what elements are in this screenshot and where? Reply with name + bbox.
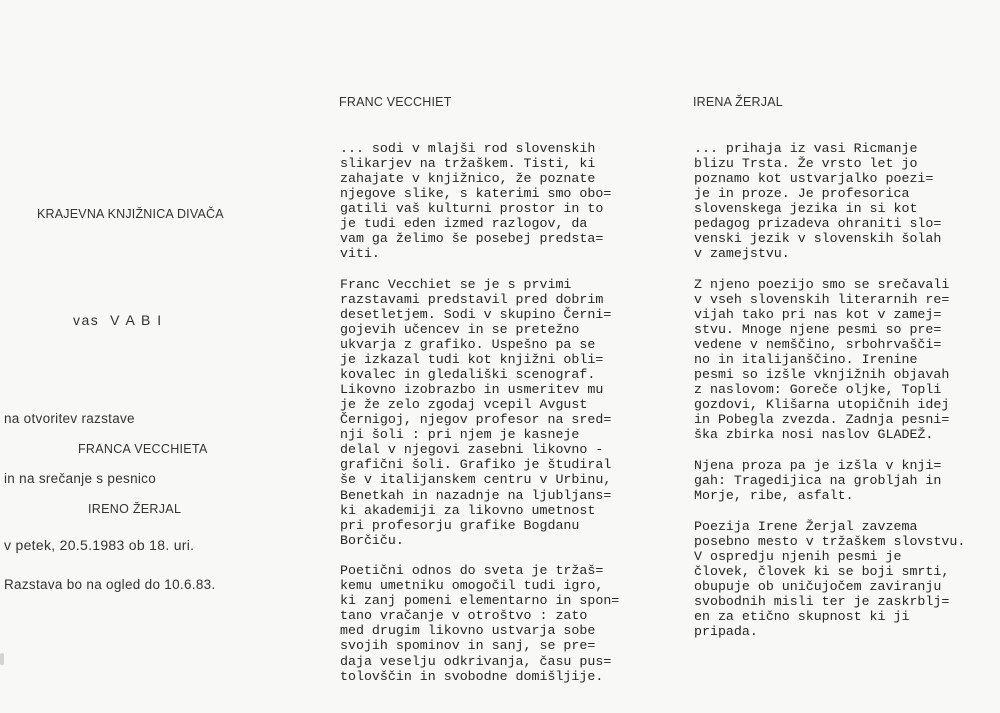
poet-heading: IRENA ŽERJAL bbox=[693, 95, 783, 109]
occasion-text: na otvoritev razstave bbox=[4, 411, 135, 426]
artist-paragraph: Poetični odnos do sveta je tržaš= kemu umetniku omogočil tudi igro, ki zanj pomeni elementarno in spon= tano vračanje v otroštvo : zato med drugim likovno ustvarja sobe svojih spominov in sanj, se pre= daja veselju odkrivanja, času pus= tolovščin in svobodne domišljije. bbox=[340, 563, 620, 684]
artist-name: FRANCA VECCHIETA bbox=[78, 442, 208, 456]
poet-text-column bbox=[694, 141, 965, 639]
artist-paragraph: Franc Vecchiet se je s prvimi razstavami predstavil pred dobrim desetletjem. Sodi v skupino Černi= gojevih učencev in se pretežno ukvarja z grafiko. Uspešno pa se je izkazal tudi kot knjižni obli= kovalec in gledališki scenograf. Likovno izobrazbo in usmeritev mu je že zelo zgodaj vcepil Avgust Černigoj, njegov profesor na sred= nji šoli : pri njem je kasneje delal v njegovi zasebni likovno - grafični šoli. Grafiko je študiral še v italijanskem centru v Urbinu, Benetkah in nazadnje na ljubljans= ki akademiji za likovno umetnost pri profesorju grafike Bogdanu Borčiču. bbox=[340, 276, 612, 548]
invitation-verb: vas V A B I bbox=[73, 312, 163, 328]
meeting-text: in na srečanje s pesnico bbox=[4, 471, 157, 486]
poet-paragraph: Poezija Irene Žerjal zavzema posebno mesto v tržaškem slovstvu. V ospredju njenih pesmi je človek, človek ki se boji smrti, obupuje ob uničujočem zaviranju svobodnih misli ter je zaskrblj= en za etično skupnost ki ji pripada. bbox=[694, 518, 966, 639]
poet-paragraph: ... prihaja iz vasi Ricmanje blizu Trsta. Že vrsto let jo poznamo kot ustvarjalko poezi= je in proze. Je profesorica slovenskega jezika in si kot pedagog prizadeva ohraniti slo= venski jezik v slovenskih šolah v zamejstvu. bbox=[694, 141, 942, 262]
poet-paragraph: Njena proza pa je izšla v knji= gah: Tragedijica na grobljah in Morje, ribe, asfalt. bbox=[694, 457, 942, 503]
paper-mark bbox=[0, 653, 4, 665]
library-name: KRAJEVNA KNJIŽNICA DIVAČA bbox=[37, 207, 224, 221]
date-time: v petek, 20.5.1983 ob 18. uri. bbox=[4, 537, 195, 553]
poet-name: IRENO ŽERJAL bbox=[88, 502, 182, 516]
artist-paragraph: ... sodi v mlajši rod slovenskih slikarjev na tržaškem. Tisti, ki zahajate v knjižnico, že poznate njegove slike, s katerimi smo obo= gatili vaš kulturni prostor in to je tudi eden izmed razlogov, da vam ga želimo še posebej predsta= viti. bbox=[340, 141, 612, 262]
poet-paragraph: Z njeno poezijo smo se srečavali v vseh slovenskih literarnih re= vijah tako pri nas kot v zamej= stvu. Mnoge njene pesmi so pre= vedene v nemščino, srbohrvašči= no in italijanščino. Irenine pesmi so izšle vknjižnih objavah z naslovom: Goreče oljke, Topli gozdovi, Klišarna utopičnih idej in Pobegla zvezda. Zadnja pesni= ška zbirka nosi naslov GLADEŽ. bbox=[694, 276, 950, 443]
artist-text-column bbox=[340, 141, 619, 684]
artist-heading: FRANC VECCHIET bbox=[339, 95, 452, 109]
exhibition-until: Razstava bo na ogled do 10.6.83. bbox=[4, 577, 216, 592]
